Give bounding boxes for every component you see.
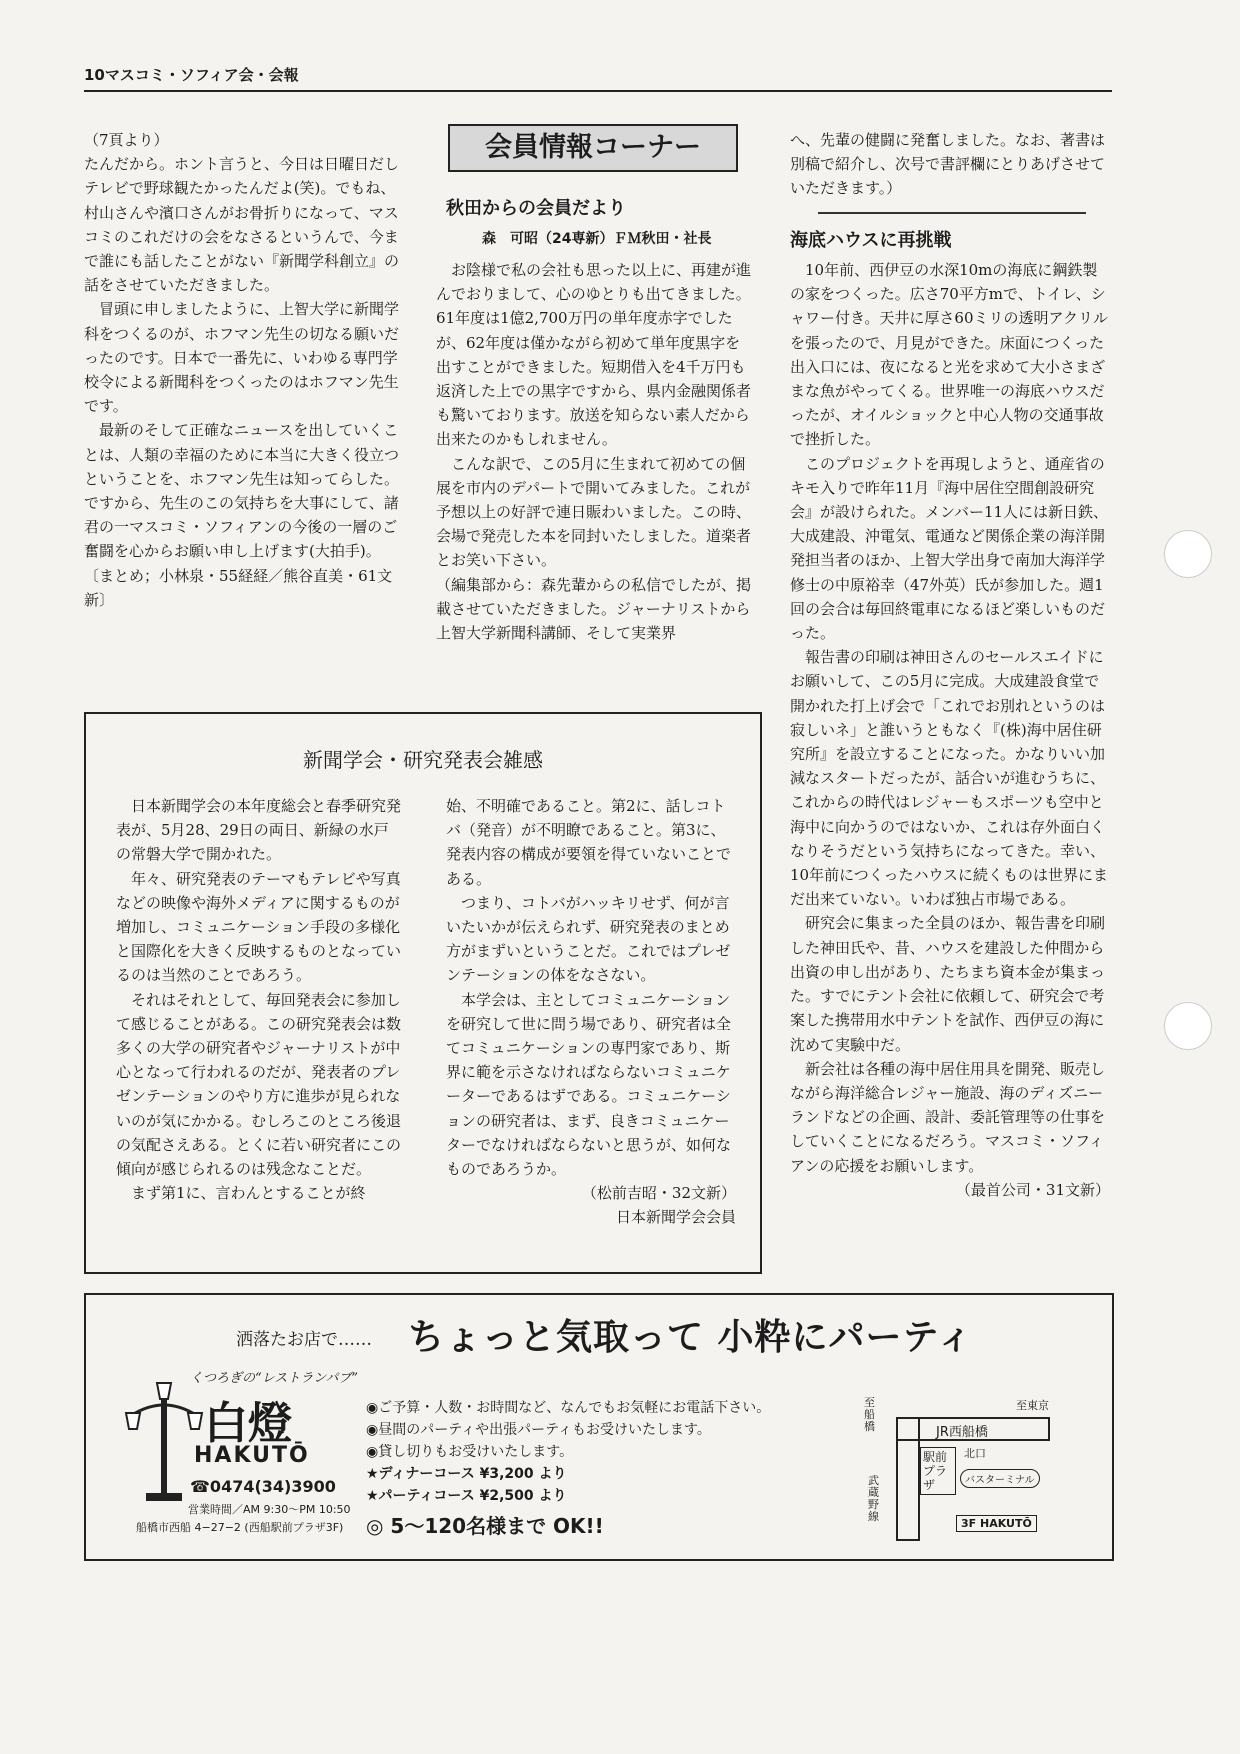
musashino-line <box>896 1417 920 1541</box>
restaurant-address: 船橋市西船 4−27−2 (西船駅前プラザ3F) <box>136 1521 344 1534</box>
boxed-left-column <box>116 794 402 1205</box>
restaurant-hours: 営業時間／AM 9:30〜PM 10:50 <box>188 1503 351 1516</box>
editor-note-continued: へ、先輩の健闘に発奮しました。なお、著書は別稿で紹介し、次号で書評欄にとりあげさせていただきます。） <box>790 131 1106 198</box>
boxed-right-column <box>446 794 736 1230</box>
left-column <box>84 128 400 612</box>
body-paragraph: 新会社は各種の海中居住用具を開発、販売しながら海洋総合レジャー施設、海のディズニーランドなどの企画、設計、委託管理等の仕事をしていくことになるだろう。マスコミ・ソフィアンの応援をお願いします。 <box>790 1059 1106 1175</box>
editor-note: （編集部から：森先輩からの私信でしたが、掲載させていただきました。ジャーナリストから上智大学新聞科講師、そして実業界 <box>436 575 752 643</box>
signature: （松前吉昭・32文新） <box>581 1184 736 1203</box>
body-paragraph: 報告書の印刷は神田さんのセールスエイドにお願いして、この5月に完成。大成建設食堂で開かれた打上げ会で「これでお別れというのは寂しいネ」と誰いうともなく『(株)海中居住研究所』を設立することになった。かなりいい加減なスタートだったが、話合いが進むうちに、これからの時代はレジャーもスポーツも空中と海中に向かうのではないか、これは存外面白くなりそうだという気持ちになってきた。幸い、10年前につくったハウスに続くものは世界にまだ出来ていない。いわば独占市場である。 <box>790 648 1109 909</box>
body-paragraph: まず第1に、言わんとすることが終 <box>131 1184 366 1203</box>
article-author: 森 可昭（24専新）ＦＭ秋田・社長 <box>482 231 712 247</box>
body-paragraph: このプロジェクトを再現しようと、通産省のキモ入りで昨年11月『海中居住空間創設研究会』が設けられた。メンバー11人には新日鉄、大成建設、沖電気、電通など関係企業の海洋開発担当者のほか、上智大学出身で南加大海洋学修士の中原裕幸（47外英）氏が参加した。週1回の会合は毎回終電車になるほど楽しいものだった。 <box>790 454 1109 643</box>
body-paragraph: つまり、コトバがハッキリせず、何が言いたいかが伝えられず、研究発表のまとめ方がまずいということだ。これではプレゼンテーションの体をなさない。 <box>446 893 731 985</box>
body-paragraph: 10年前、西伊豆の水深10mの海底に鋼鉄製の家をつくった。広さ70平方mで、トイレ、シャワー付き。天井に厚さ60ミリの透明アクリルを張ったので、月見ができた。床面につくった出入口には、夜になると光を求めて大小さまざまな魚がやってくる。世界唯一の海底ハウスだったが、オイルショックと中心人物の交通事故で挫折した。 <box>790 261 1109 449</box>
boxed-article-title: 新聞学会・研究発表会雑感 <box>303 748 543 772</box>
body-paragraph: たんだから。ホント言うと、今日は日曜日だしテレビで野球観たかったんだよ(笑)。でもね、村山さんや濱口さんがお骨折りになって、マスコミのこれだけの会をなさるというんで、今まで誰にも話したことがない『新聞学科創立』の話をさせていただきました。 <box>84 155 400 295</box>
body-paragraph: 日本新聞学会の本年度総会と春季研究発表が、5月28、29日の両日、新緑の水戸の常磐大学で開かれた。 <box>116 797 402 864</box>
body-paragraph: 冒頭に申しましたように、上智大学に新聞学科をつくるのが、ホフマン先生の切なる願いだったのです。日本で一番先に、いわゆる専門学校令による新聞科をつくったのはホフマン先生です。 <box>84 300 400 416</box>
affiliation: 日本新聞学会会員 <box>615 1208 736 1227</box>
middle-column <box>436 258 752 645</box>
map-label-store: 3F HAKUTŌ <box>956 1515 1037 1532</box>
ad-bullet: ◉昼間のパーティや出張パーティもお受けいたします。 <box>366 1422 711 1438</box>
restaurant-tagline: くつろぎの“レストランパブ” <box>190 1371 358 1386</box>
section-heading: 海底ハウスに再挑戦 <box>790 230 952 251</box>
map-label-bus-terminal: バスターミナル <box>960 1469 1040 1488</box>
corner-title: 会員情報コーナー <box>448 124 738 172</box>
ad-course: ★パーティコース ¥2,500 より <box>366 1488 567 1504</box>
map-label-tokyo: 至東京 <box>1016 1399 1049 1412</box>
ad-capacity: ◎ 5〜120名様まで OK!! <box>366 1514 604 1538</box>
body-paragraph: こんな訳で、この5月に生まれて初めての個展を市内のデパートで開いてみました。これが予想以上の好評で連日賑わいました。この時、会場で発売した本を同封いたしました。道楽者とお笑い下さい。 <box>436 454 752 570</box>
article-subtitle: 秋田からの会員だより <box>446 198 626 219</box>
ad-lead: 洒落たお店で…… <box>236 1330 372 1350</box>
right-column-intro <box>790 128 1110 201</box>
binder-hole <box>1164 1002 1212 1050</box>
credit-note: 〔まとめ；小林泉・55経経／熊谷直美・61文新〕 <box>84 566 393 609</box>
body-paragraph: 本学会は、主としてコミュニケーションを研究して世に問う場であり、研究者は全てコミュニケーションの専門家であり、斯界に範を示さなければならないコミュニケーターであるはずである。コミュニケーションの研究者は、まず、良きコミュニケーターでなければならないと思うが、如何なものであろうか。 <box>446 990 732 1179</box>
restaurant-name-jp: 白燈 <box>204 1398 292 1449</box>
boxed-article <box>84 712 762 1274</box>
map-label-musashino: 武蔵野線 <box>868 1474 879 1523</box>
map-label-north-exit: 北口 <box>964 1447 986 1460</box>
map-label-funabashi: 至船橋 <box>864 1396 875 1433</box>
restaurant-name-en: HAKUTŌ <box>194 1443 310 1468</box>
restaurant-ad <box>84 1293 1114 1561</box>
body-paragraph: 始、不明確であること。第2に、話しコトバ（発音）が不明瞭であること。第3に、発表内容の構成が要領を得ていないことである。 <box>446 797 732 888</box>
location-map <box>866 1397 1066 1543</box>
page-header <box>84 60 1112 92</box>
right-column <box>790 258 1110 1202</box>
body-paragraph: お陰様で私の会社も思った以上に、再建が進んでおりまして、心のゆとりも出てきました。61年度は1億2,700万円の単年度赤字でしたが、62年度は僅かながら初めて単年度黒字を出すことができました。短期借入を4千万円も返済した上での黒字ですから、県内金融関係者も驚いております。放送を知らない素人だから出来たのかもしれません。 <box>436 261 752 449</box>
body-paragraph: 研究会に集まった全員のほか、報告書を印刷した神田氏や、昔、ハウスを建設した仲間から出資の申し出があり、たちまち資本金が集まった。すでにテント会社に依頼して、研究会で考案した携帯用水中テントを試作、西伊豆の海に沈めて実験中だ。 <box>790 914 1106 1054</box>
restaurant-phone: ☎0474(34)3900 <box>190 1477 336 1496</box>
signature: （最首公司・31文新） <box>955 1180 1110 1199</box>
body-paragraph: それはそれとして、毎回発表会に参加して感じることがある。この研究発表会は数多くの大学の研究者やジャーナリストが中心となって行われるのだが、発表者のプレゼンテーションのやり方に進歩が見られないのが気にかかる。むしろこのところ後退の気配さえある。とくに若い研究者にこの傾向が感じられるのは残念なことだ。 <box>116 990 402 1179</box>
continued-from-note: （7頁より） <box>84 131 169 149</box>
ad-course: ★ディナーコース ¥3,200 より <box>366 1466 567 1482</box>
map-label-plaza: 駅前プラザ <box>920 1447 956 1495</box>
ad-headline: ちょっと気取って 小粋にパーティ <box>408 1316 974 1358</box>
binder-hole <box>1164 530 1212 578</box>
body-paragraph: 年々、研究発表のテーマもテレビや写真などの映像や海外メディアに関するものが増加し、コミュニケーション手段の多様化と国際化を大きく反映するものとなっているのは当然のことであろう。 <box>116 869 402 985</box>
page-header-title: 10マスコミ・ソフィア会・会報 <box>84 66 299 84</box>
section-divider <box>818 212 1086 214</box>
ad-bullets <box>366 1397 770 1537</box>
ad-bullet: ◉貸し切りもお受けいたします。 <box>366 1444 574 1460</box>
body-paragraph: 最新のそして正確なニュースを出していくことは、人類の幸福のために本当に大きく役立つということを、ホフマン先生は知ってらした。ですから、先生のこの気持ちを大事にして、諸君の一マスコミ・ソフィアンの今後の一層のご奮闘を心からお願い申し上げます(大拍手)。 <box>84 421 400 561</box>
map-label-station: JR西船橋 <box>936 1425 988 1440</box>
ad-bullet: ◉ご予算・人数・お時間など、なんでもお気軽にお電話下さい。 <box>366 1400 771 1416</box>
